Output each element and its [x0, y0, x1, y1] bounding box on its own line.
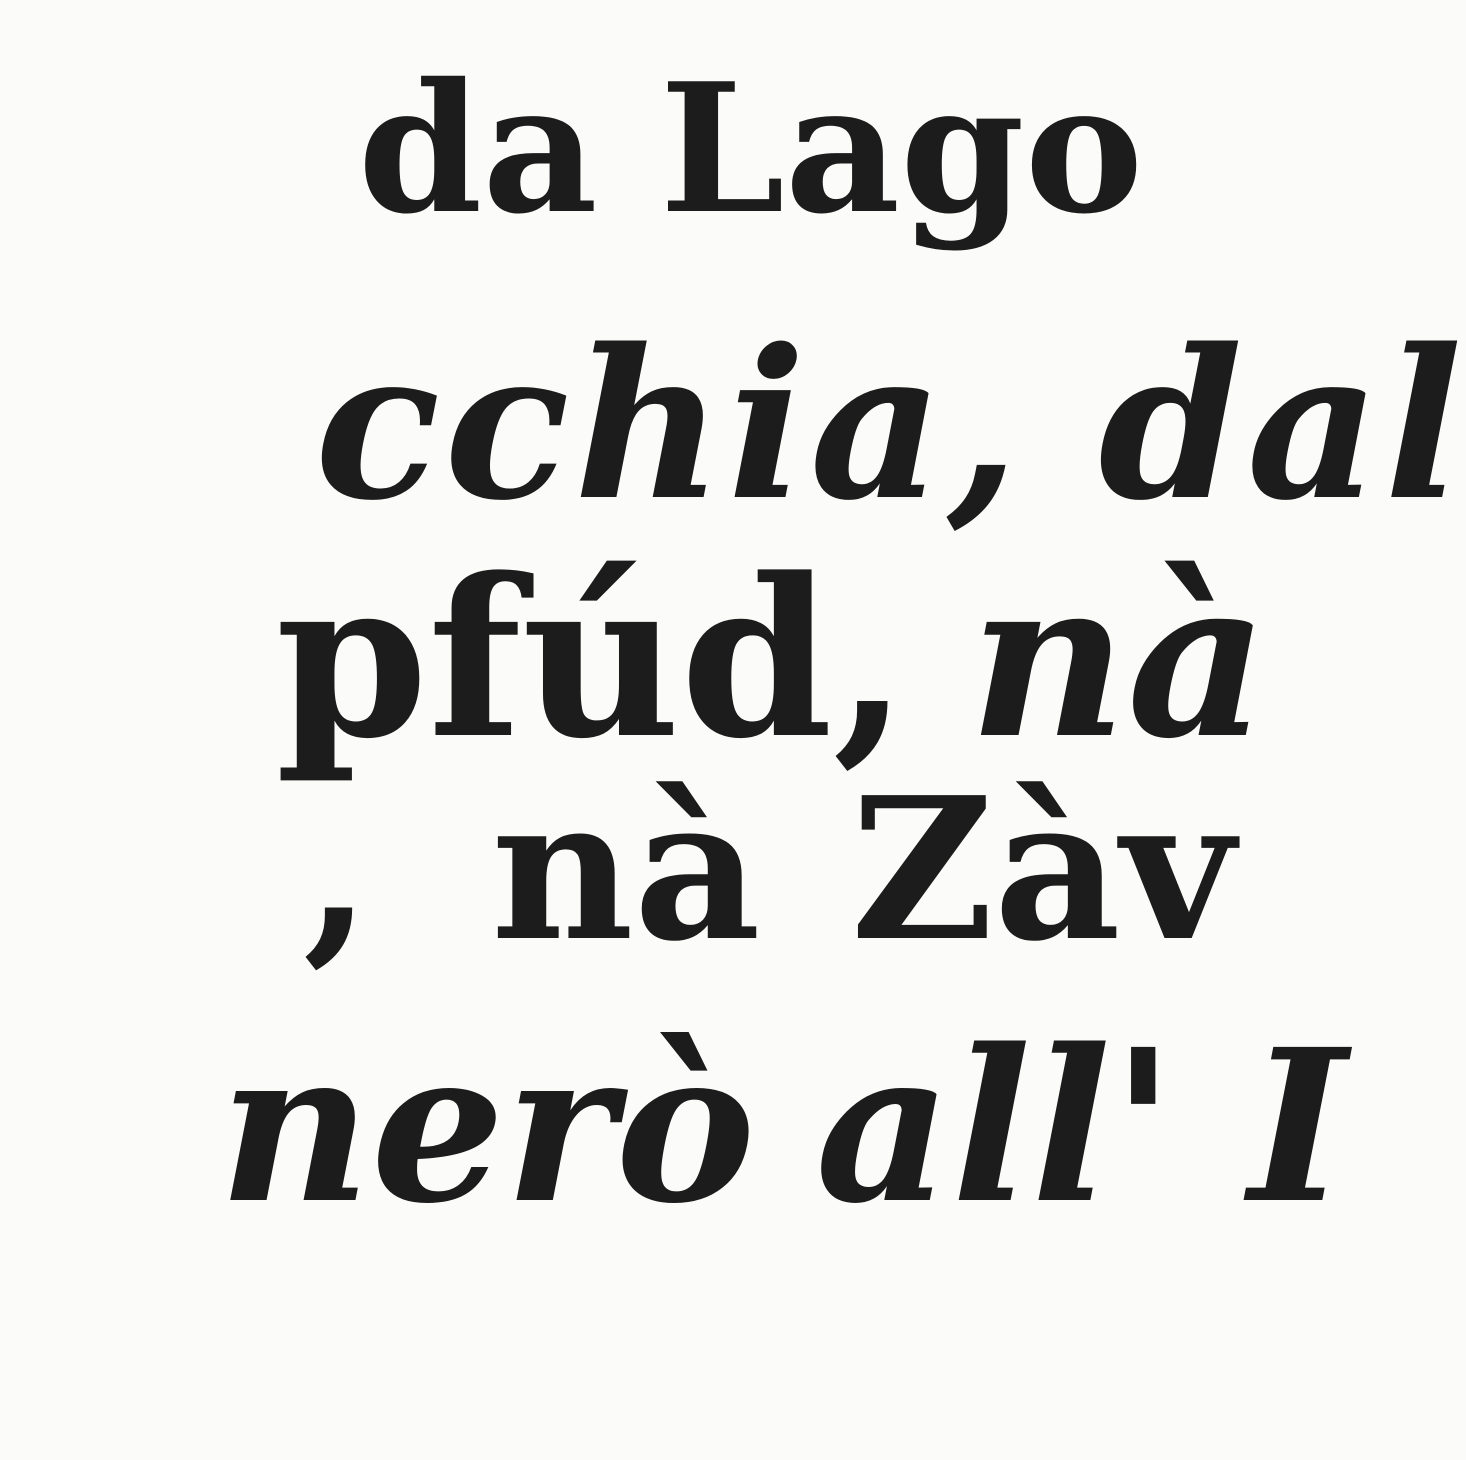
line-4-mid: nà	[491, 755, 761, 985]
line-1-text: da Lago	[357, 44, 1144, 253]
line-3-right: nà	[968, 531, 1269, 787]
line-3-left: pfúd,	[275, 531, 909, 787]
line-4-left: ,	[302, 755, 372, 985]
line-2-text: cchia, dal	[314, 304, 1466, 546]
line-4-right: Zàv	[850, 755, 1235, 985]
line-5-right: all' I	[815, 1003, 1347, 1250]
line-5-left: nerò	[218, 1003, 756, 1250]
text-line-5	[0, 812, 1347, 1442]
